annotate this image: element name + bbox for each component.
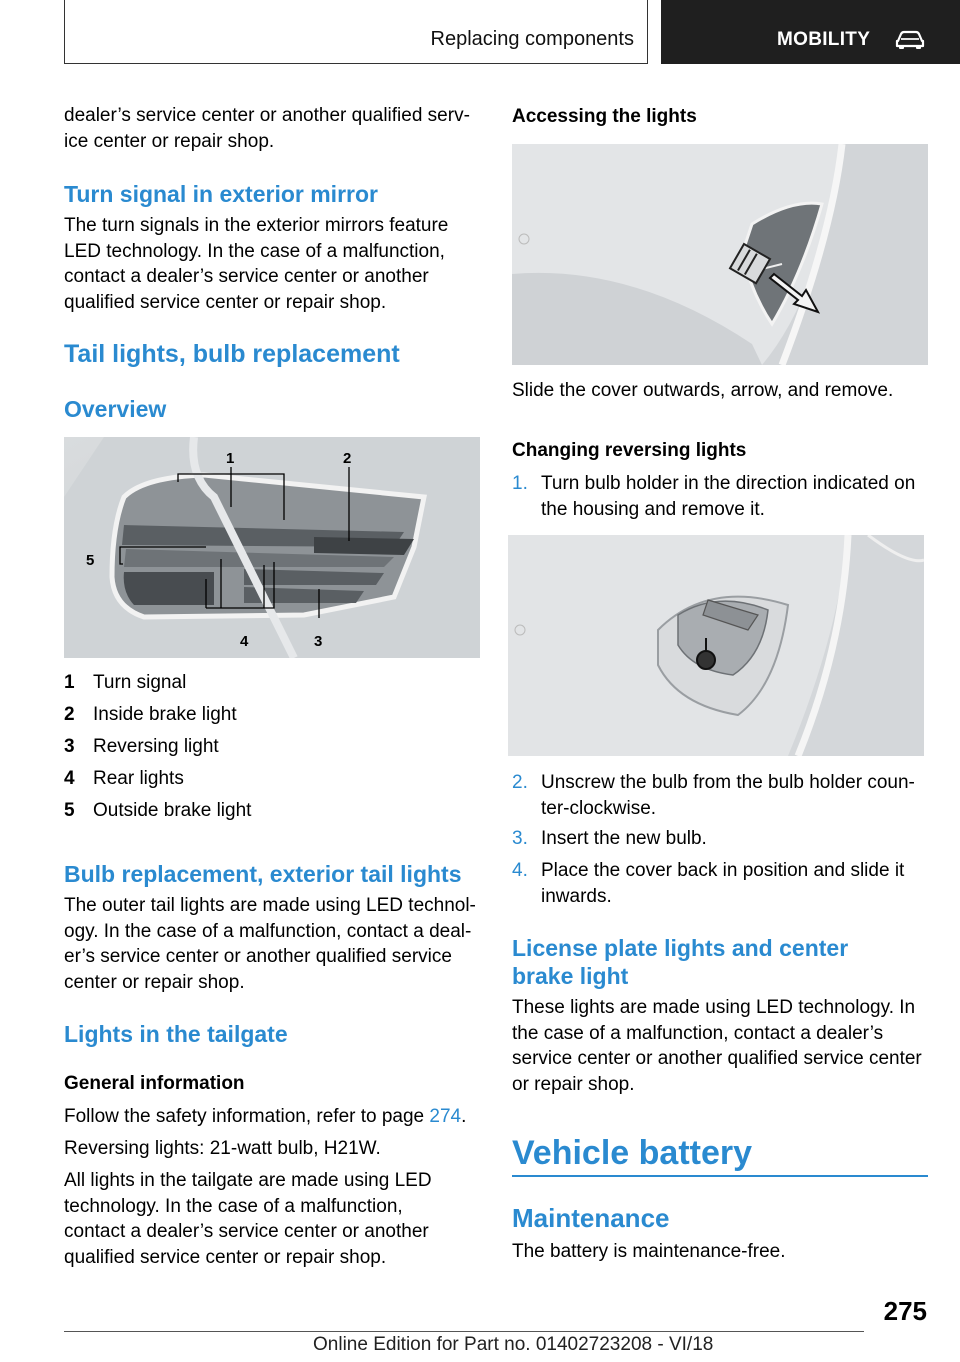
legend-label: Inside brake light [93, 704, 237, 725]
legend-label: Reversing light [93, 736, 219, 757]
safety-suffix: . [461, 1106, 467, 1127]
legend-number: 5 [64, 800, 75, 821]
step-number: 3. [512, 828, 528, 849]
safety-info-text [64, 1104, 480, 1130]
cover-figure [512, 144, 928, 365]
page-reference-link[interactable]: 274 [429, 1106, 462, 1127]
battery-heading-rule [512, 1175, 928, 1177]
tailgate-heading: Lights in the tailgate [64, 1021, 288, 1047]
step-text: Turn bulb holder in the direction indicated on the housing and remove it. [541, 473, 916, 520]
general-info-heading: General information [64, 1073, 245, 1094]
license-heading: License plate lights and center brake light [512, 935, 849, 989]
exterior-tail-heading: Bulb replacement, exterior tail lights [64, 861, 462, 887]
turn-signal-heading: Turn signal in exterior mirror [64, 181, 378, 207]
exterior-tail-text: The outer tail lights are made using LED technol‐ogy. In the case of a malfunction, contact a deal‐er’s service center or another qualified service center or repair shop. [64, 895, 476, 993]
legend-number: 2 [64, 704, 75, 725]
figure-label-4: 4 [240, 633, 249, 650]
page-number: 275 [883, 1296, 927, 1326]
intro-text: dealer’s service center or another qualified serv‐ice center or repair shop. [64, 105, 470, 152]
figure-label-5: 5 [86, 552, 95, 569]
license-text: These lights are made using LED technology. In the case of a malfunction, contact a dealer’s service center or another qualified service center or repair shop. [512, 997, 922, 1095]
legend-label: Turn signal [93, 672, 187, 693]
reversing-spec-text: Reversing lights: 21‑watt bulb, H21W. [64, 1138, 381, 1159]
header-chapter-tab[interactable] [661, 0, 960, 64]
changing-heading: Changing reversing lights [512, 440, 747, 461]
tail-lights-heading: Tail lights, bulb replacement [64, 340, 400, 368]
tail-light-figure [64, 437, 480, 658]
footer-edition: Online Edition for Part no. 01402723208 - VI/18 [313, 1334, 714, 1355]
legend-label: Outside brake light [93, 800, 252, 821]
safety-prefix: Follow the safety information, refer to page [64, 1106, 430, 1127]
accessing-heading: Accessing the lights [512, 106, 697, 127]
overview-heading: Overview [64, 396, 167, 422]
step-number: 1. [512, 473, 528, 494]
tailgate-text: All lights in the tailgate are made using LED technology. In the case of a malfunction, contact a dealer’s service center or another qualified service center or repair shop. [64, 1170, 432, 1268]
step-text: Place the cover back in position and slide it inwards. [541, 860, 905, 907]
figure-label-2: 2 [343, 450, 352, 467]
step-text: Unscrew the bulb from the bulb holder coun‐ter‑clockwise. [541, 772, 915, 819]
maintenance-heading: Maintenance [512, 1203, 670, 1233]
step-number: 2. [512, 772, 528, 793]
step-text: Insert the new bulb. [541, 828, 707, 849]
footer-divider [64, 1331, 864, 1332]
turn-signal-text: The turn signals in the exterior mirrors feature LED technology. In the case of a malfunction, contact a dealer’s service center or another qualified service center or repair shop. [64, 215, 449, 313]
maintenance-text: The battery is maintenance-free. [512, 1241, 786, 1262]
car-icon [895, 30, 925, 50]
battery-heading: Vehicle battery [512, 1134, 753, 1172]
header-section-title: Replacing components [430, 28, 634, 50]
figure-label-3: 3 [314, 633, 323, 650]
cover-caption: Slide the cover outwards, arrow, and remove. [512, 380, 894, 401]
bulb-holder-figure [508, 535, 924, 756]
header-chapter-label: MOBILITY [777, 29, 871, 50]
legend-number: 3 [64, 736, 75, 757]
legend-number: 4 [64, 768, 75, 789]
legend-label: Rear lights [93, 768, 184, 789]
figure-label-1: 1 [226, 450, 235, 467]
legend-number: 1 [64, 672, 75, 693]
step-number: 4. [512, 860, 528, 881]
